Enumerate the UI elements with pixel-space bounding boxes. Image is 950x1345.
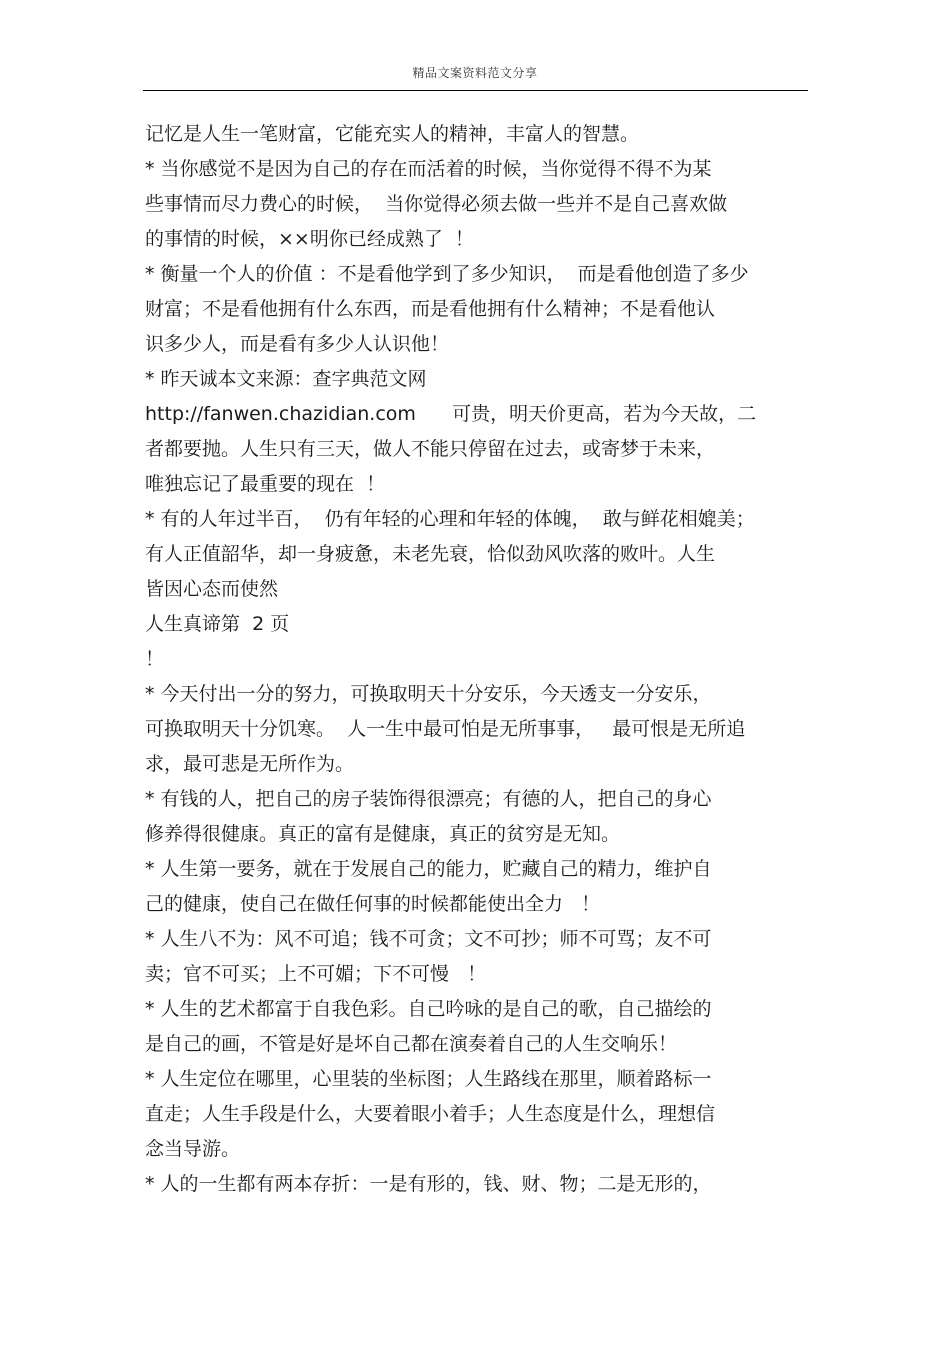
text-line: 者都要抛。人生只有三天，做人不能只停留在过去，或寄梦于未来， bbox=[145, 438, 716, 460]
text-line: 财富；不是看他拥有什么东西，而是看他拥有什么精神；不是看他认 bbox=[145, 298, 716, 320]
text-line: 皆因心态而使然 bbox=[145, 578, 279, 600]
text-line: * 当你感觉不是因为自己的存在而活着的时候，当你觉得不得不为某 bbox=[145, 158, 712, 180]
text-line: * 有钱的人，把自己的房子装饰得很漂亮；有德的人，把自己的身心 bbox=[145, 788, 712, 810]
text-line: 直走；人生手段是什么，大要着眼小着手；人生态度是什么，理想信 bbox=[145, 1103, 716, 1125]
text-line: * 人生八不为：风不可追；钱不可贪；文不可抄；师不可骂；友不可 bbox=[145, 928, 712, 950]
text-line: 是自己的画，不管是好是坏自己都在演奏着自己的人生交响乐！ bbox=[145, 1033, 678, 1055]
text-line: ！ bbox=[145, 648, 165, 670]
text-line: 念当导游。 bbox=[145, 1138, 241, 1160]
text-line: 有人正值韶华，却一身疲惫，未老先衰，恰似劲风吹落的败叶。人生 bbox=[145, 543, 716, 565]
text-line: * 人的一生都有两本存折：一是有形的，钱、财、物；二是无形的， bbox=[145, 1173, 712, 1195]
page-header: 精品文案资料范文分享 bbox=[412, 66, 538, 80]
text-line: * 今天付出一分的努力，可换取明天十分安乐，今天透支一分安乐， bbox=[145, 683, 712, 705]
text-line: 唯独忘记了最重要的现在 ！ bbox=[145, 473, 386, 495]
text-line: 卖；官不可买；上不可媚；下不可慢 ！ bbox=[145, 963, 487, 985]
text-line: * 人生第一要务，就在于发展自己的能力，贮藏自己的精力，维护自 bbox=[145, 858, 712, 880]
text-line: 的事情的时候，××明你已经成熟了 ！ bbox=[145, 228, 474, 250]
text-line: 修养得很健康。真正的富有是健康，真正的贫穷是无知。 bbox=[145, 823, 621, 845]
text-line: 己的健康，使自己在做任何事的时候都能使出全力 ！ bbox=[145, 893, 601, 915]
text-line: * 衡量一个人的价值 ：不是看他学到了多少知识， 而是看他创造了多少 bbox=[145, 263, 749, 285]
text-line: * 昨天诚本文来源：查字典范文网 bbox=[145, 368, 427, 390]
text-line: * 人生定位在哪里，心里装的坐标图；人生路线在那里，顺着路标一 bbox=[145, 1068, 712, 1090]
text-line: 识多少人，而是看有多少人认识他！ bbox=[145, 333, 450, 355]
document-body bbox=[145, 117, 825, 1202]
text-line: http://fanwen.chazidian.com 可贵，明天价更高，若为今天故，二 bbox=[145, 403, 757, 425]
text-line: 可换取明天十分饥寒。 人一生中最可怕是无所事事， 最可恨是无所追 bbox=[145, 718, 746, 740]
text-line: 些事情而尽力费心的时候， 当你觉得必须去做一些并不是自己喜欢做 bbox=[145, 193, 728, 215]
text-line: 人生真谛第 2 页 bbox=[145, 613, 290, 635]
text-line: * 有的人年过半百， 仍有年轻的心理和年轻的体魄， 敢与鲜花相媲美； bbox=[145, 508, 755, 530]
text-line: * 人生的艺术都富于自我色彩。自己吟咏的是自己的歌，自己描绘的 bbox=[145, 998, 712, 1020]
text-line: 求，最可悲是无所作为。 bbox=[145, 753, 355, 775]
header-divider bbox=[143, 90, 808, 91]
text-line: 记忆是人生一笔财富，它能充实人的精神，丰富人的智慧。 bbox=[145, 123, 640, 145]
